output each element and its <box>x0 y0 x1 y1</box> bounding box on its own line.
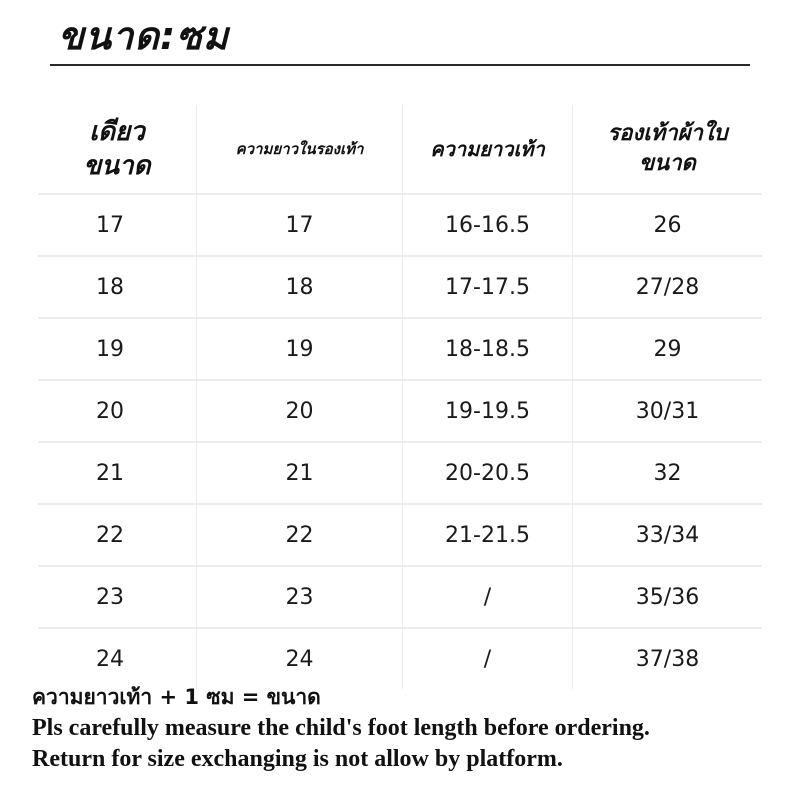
cell-sneaker-size: 26 <box>572 195 762 255</box>
cell-foot-length: 19-19.5 <box>402 381 572 441</box>
size-chart-table <box>38 105 762 689</box>
cell-sole-size: 19 <box>96 336 124 362</box>
cell-sole-size: 24 <box>96 646 124 672</box>
table-row <box>38 319 762 381</box>
cell-sneaker-size: 33/34 <box>572 505 762 565</box>
cell-sole-size: 18 <box>96 274 124 300</box>
cell-sole-size: 17 <box>96 212 124 238</box>
table-row <box>38 567 762 629</box>
note-return-policy: Return for size exchanging is not allow by platform. <box>32 746 563 772</box>
table-row <box>38 195 762 257</box>
table-row <box>38 257 762 319</box>
cell-foot-length: 16-16.5 <box>402 195 572 255</box>
header-sneaker-size-line-2: ขนาด <box>639 151 696 176</box>
cell-foot-length: 21-21.5 <box>402 505 572 565</box>
cell-sole-size: 20 <box>96 398 124 424</box>
header-inner-length <box>196 105 402 193</box>
cell-sole-size: 23 <box>96 584 124 610</box>
cell-inner-length: 18 <box>196 257 402 317</box>
header-foot-length <box>402 105 572 193</box>
cell-inner-length: 17 <box>196 195 402 255</box>
cell-sole-size: 22 <box>96 522 124 548</box>
header-sole-size-line-1: เดียว <box>89 117 145 147</box>
cell-sneaker-size: 35/36 <box>572 567 762 627</box>
cell-sneaker-size: 27/28 <box>572 257 762 317</box>
cell-sole-size: 21 <box>96 460 124 486</box>
cell-sneaker-size: 29 <box>572 319 762 379</box>
table-row <box>38 629 762 689</box>
size-notes <box>32 682 782 775</box>
table-row <box>38 381 762 443</box>
note-size-formula: ความยาวเท้า + 1 ซม = ขนาด <box>32 685 321 709</box>
cell-inner-length: 22 <box>196 505 402 565</box>
header-sneaker-size <box>572 105 762 193</box>
cell-inner-length: 24 <box>196 629 402 689</box>
cell-foot-length: / <box>402 629 572 689</box>
cell-foot-length: 17-17.5 <box>402 257 572 317</box>
table-header-row <box>38 105 762 195</box>
note-measure-advice: Pls carefully measure the child's foot length before ordering. <box>32 715 650 741</box>
cell-sneaker-size: 32 <box>572 443 762 503</box>
table-row <box>38 443 762 505</box>
cell-foot-length: / <box>402 567 572 627</box>
header-inner-length-text: ความยาวในรองเท้า <box>235 140 364 158</box>
cell-inner-length: 20 <box>196 381 402 441</box>
title-divider <box>50 64 750 66</box>
header-foot-length-text: ความยาวเท้า <box>430 137 545 161</box>
cell-sneaker-size: 30/31 <box>572 381 762 441</box>
cell-inner-length: 23 <box>196 567 402 627</box>
cell-inner-length: 19 <box>196 319 402 379</box>
cell-inner-length: 21 <box>196 443 402 503</box>
table-row <box>38 505 762 567</box>
header-sole-size <box>38 105 196 193</box>
cell-foot-length: 18-18.5 <box>402 319 572 379</box>
cell-foot-length: 20-20.5 <box>402 443 572 503</box>
cell-sneaker-size: 37/38 <box>572 629 762 689</box>
header-sneaker-size-line-1: รองเท้าผ้าใบ <box>607 121 728 146</box>
page-title: ขนาด:ซม <box>58 14 230 58</box>
header-sole-size-line-2: ขนาด <box>83 151 151 181</box>
